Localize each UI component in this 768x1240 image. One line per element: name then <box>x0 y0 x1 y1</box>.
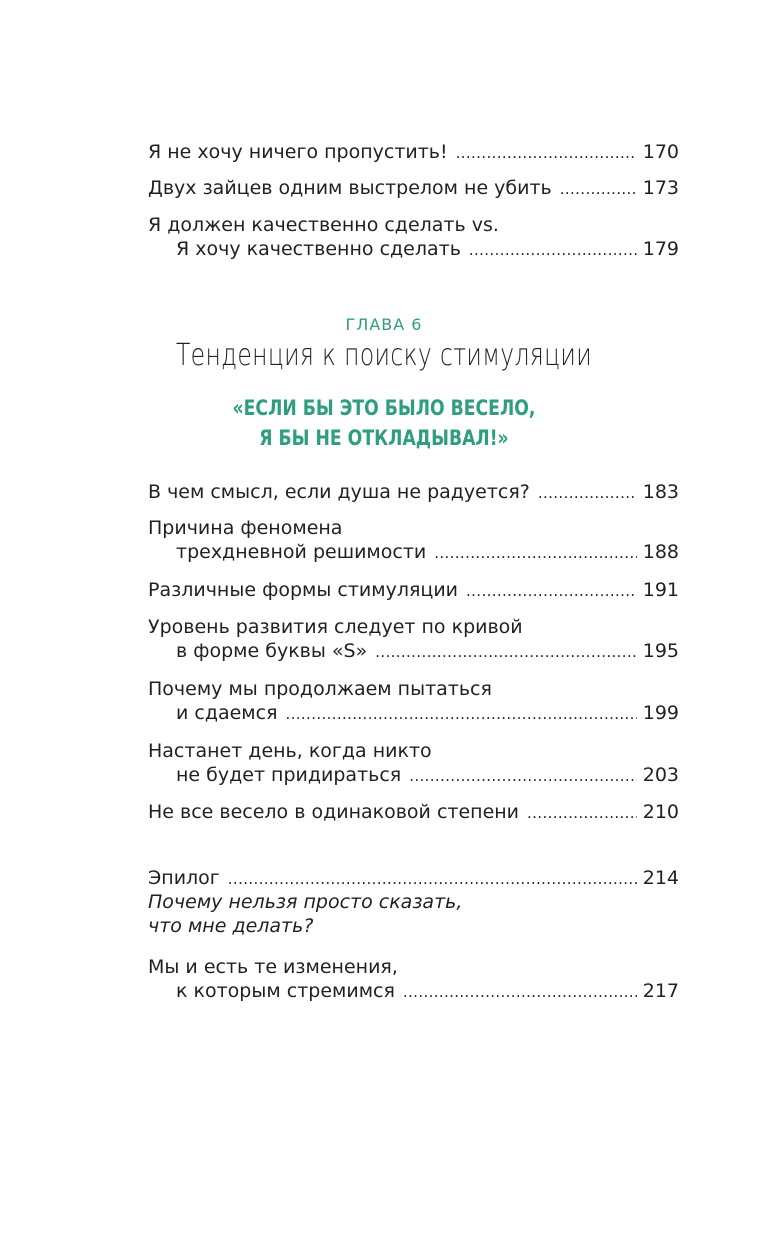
toc-page-number: 195 <box>642 640 679 662</box>
leader-dots <box>466 579 637 603</box>
toc-entry[interactable] <box>148 176 679 200</box>
toc-entry-title-continued: Я хочу качественно сделать <box>176 238 461 260</box>
toc-entry-title: Почему мы продолжаем пытаться <box>148 678 492 700</box>
toc-entry-title-continued: трехдневной решимости <box>176 541 427 563</box>
leader-dots <box>228 867 637 891</box>
leader-dots <box>409 764 637 788</box>
toc-page-number: 210 <box>642 801 679 823</box>
toc-entry-title-continued: в форме буквы «S» <box>176 640 368 662</box>
toc-entry-title-continued: и сдаемся <box>176 702 278 724</box>
chapter-subtitle-line: Я БЫ НЕ ОТКЛАДЫВАЛ!» <box>259 426 509 450</box>
toc-entry[interactable] <box>148 800 679 824</box>
toc-entry-title: Не все весело в одинаковой степени <box>148 801 520 823</box>
toc-entry-title: Уровень развития следует по кривой <box>148 616 523 638</box>
toc-page-number: 191 <box>642 579 679 601</box>
toc-entry[interactable] <box>148 677 679 725</box>
toc-page-number: 170 <box>642 141 679 163</box>
toc-entry[interactable] <box>148 213 679 261</box>
epilogue-subtitle-line: Почему нельзя просто сказать, <box>148 891 463 913</box>
toc-page-number: 217 <box>642 980 679 1002</box>
chapter-subtitle <box>69 393 699 453</box>
chapter-subtitle-line: «ЕСЛИ БЫ ЭТО БЫЛО ВЕСЕЛО, <box>232 396 536 420</box>
toc-page-number: 179 <box>642 238 679 260</box>
toc-entry-title: Я должен качественно сделать vs. <box>148 214 499 236</box>
toc-entry[interactable] <box>148 615 679 663</box>
toc-entry-epilogue[interactable] <box>148 866 679 938</box>
toc-entry-title: Двух зайцев одним выстрелом не убить <box>148 177 552 199</box>
leader-dots <box>469 238 637 262</box>
toc-page-number: 188 <box>642 541 679 563</box>
leader-dots <box>456 141 637 165</box>
toc-entry-title: Мы и есть те изменения, <box>148 956 398 978</box>
leader-dots <box>527 801 637 825</box>
toc-page-number: 214 <box>642 867 679 889</box>
toc-entry-title: В чем смысл, если душа не радуется? <box>148 481 530 503</box>
toc-entry[interactable] <box>148 955 679 1003</box>
toc-entry-title: Настанет день, когда никто <box>148 740 432 762</box>
toc-entry[interactable] <box>148 516 679 564</box>
toc-page-number: 183 <box>642 481 679 503</box>
toc-entry[interactable] <box>148 140 679 164</box>
leader-dots <box>434 541 636 565</box>
leader-dots <box>560 177 637 201</box>
toc-entry-title-continued: к которым стремимся <box>176 980 395 1002</box>
toc-page-number: 173 <box>642 177 679 199</box>
toc-page-number: 203 <box>642 764 679 786</box>
toc-entry[interactable] <box>148 480 679 504</box>
toc-entry-title: Эпилог <box>148 867 220 889</box>
toc-entry[interactable] <box>148 578 679 602</box>
leader-dots <box>538 481 637 505</box>
chapter-title: Тенденция к поиску стимуляции <box>175 338 593 373</box>
toc-entry-title: Я не хочу ничего пропустить! <box>148 141 448 163</box>
leader-dots <box>403 980 637 1004</box>
leader-dots <box>375 640 637 664</box>
toc-page-number: 199 <box>642 702 679 724</box>
toc-entry-title: Причина феномена <box>148 517 343 539</box>
leader-dots <box>286 702 637 726</box>
chapter-label: ГЛАВА 6 <box>345 315 423 334</box>
toc-entry[interactable] <box>148 739 679 787</box>
toc-entry-title: Различные формы стимуляции <box>148 579 459 601</box>
epilogue-subtitle-line: что мне делать? <box>148 915 314 937</box>
toc-entry-title-continued: не будет придираться <box>176 764 402 786</box>
